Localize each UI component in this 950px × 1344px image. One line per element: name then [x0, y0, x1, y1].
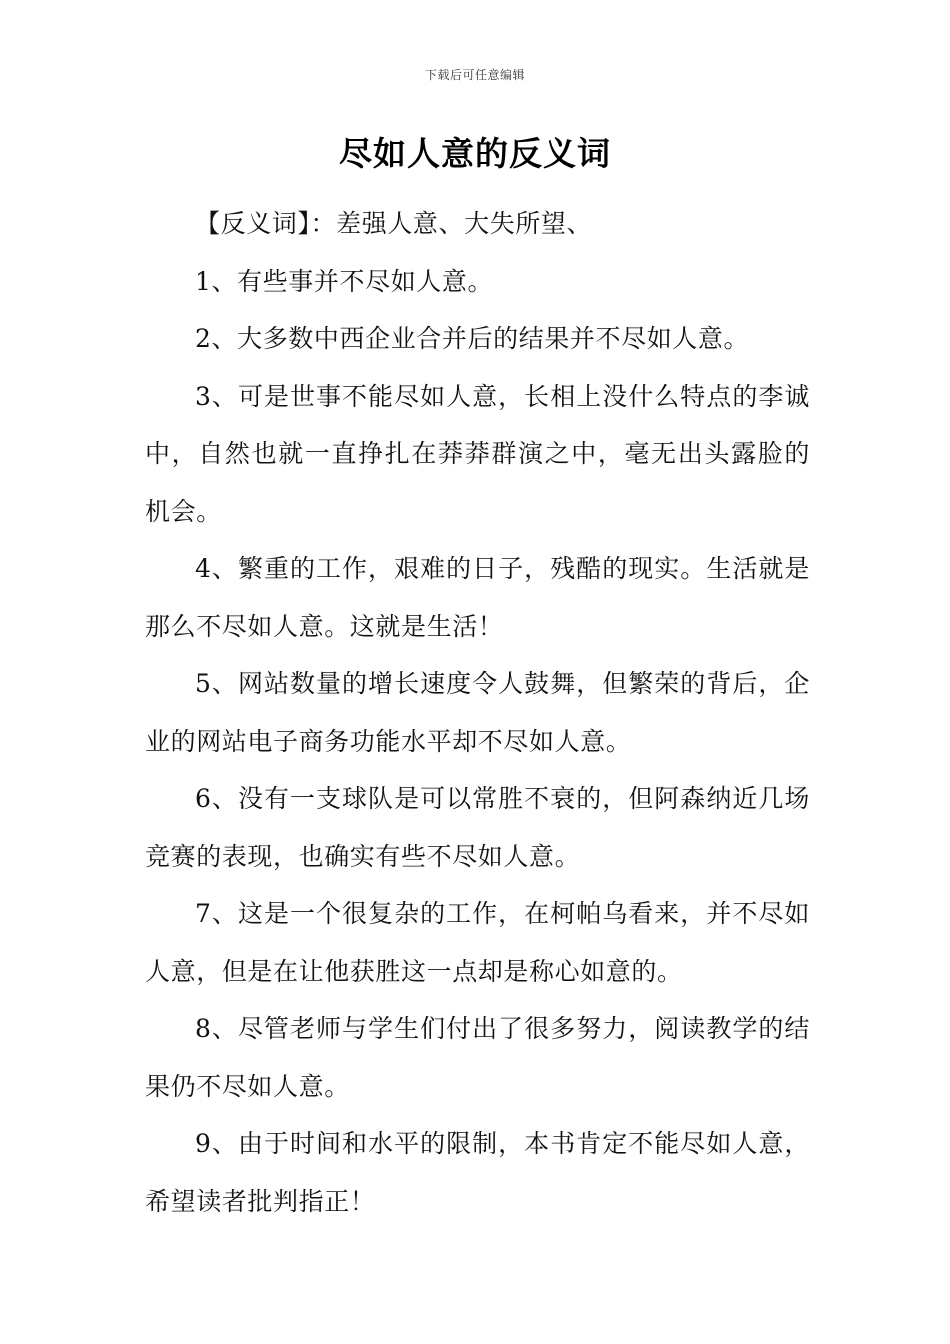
example-sentence-1: 1、有些事并不尽如人意。 — [195, 266, 494, 296]
example-sentence-6: 6、没有一支球队是可以常胜不衰的，但阿森纳近几场竞赛的表现，也确实有些不尽如人意。 — [145, 784, 810, 871]
document-body — [145, 195, 810, 1230]
example-sentence-8: 8、尽管老师与学生们付出了很多努力，阅读教学的结果仍不尽如人意。 — [145, 1014, 810, 1101]
page-title: 尽如人意的反义词 — [339, 134, 611, 173]
example-sentence-9: 9、由于时间和水平的限制，本书肯定不能尽如人意，希望读者批判指正！ — [145, 1129, 810, 1216]
header-note: 下载后可任意编辑 — [424, 68, 525, 82]
example-sentence-3: 3、可是世事不能尽如人意，长相上没什么特点的李诚中，自然也就一直挣扎在莽莽群演之中，毫无出头露脸的机会。 — [145, 381, 810, 526]
example-sentence-5: 5、网站数量的增长速度令人鼓舞，但繁荣的背后，企业的网站电子商务功能水平却不尽如人意。 — [145, 669, 810, 756]
example-sentence-2: 2、大多数中西企业合并后的结果并不尽如人意。 — [195, 324, 750, 353]
example-sentence-7: 7、这是一个很复杂的工作，在柯帕乌看来，并不尽如人意，但是在让他获胜这一点却是称心如意的。 — [145, 899, 810, 986]
example-sentence-4: 4、繁重的工作，艰难的日子，残酷的现实。生活就是那么不尽如人意。这就是生活！ — [145, 554, 810, 641]
antonyms-line: 【反义词】：差强人意、大失所望、 — [195, 209, 593, 238]
